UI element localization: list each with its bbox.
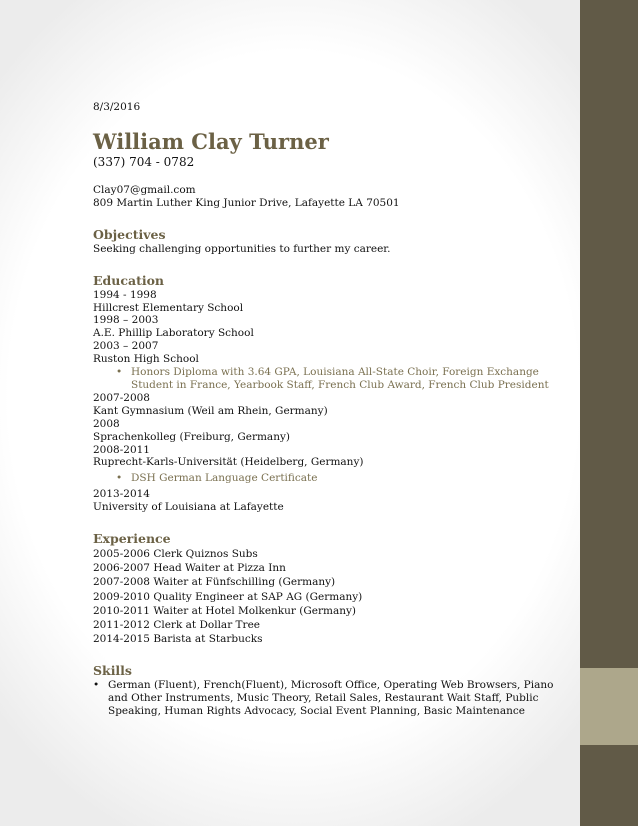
skills-heading: Skills — [93, 663, 132, 679]
education-line: Hillcrest Elementary School — [93, 301, 244, 314]
education-line: A.E. Phillip Laboratory School — [93, 327, 254, 340]
experience-item: 2007-2008 Waiter at Fünfschilling (Germany) — [93, 576, 336, 589]
education-line: 1998 – 2003 — [93, 314, 159, 327]
bullet-icon: • — [116, 366, 123, 379]
education-line: Kant Gymnasium (Weil am Rhein, Germany) — [93, 404, 328, 417]
resume-address: 809 Martin Luther King Junior Drive, Lafayette LA 70501 — [93, 196, 400, 209]
education-line: 2013-2014 — [93, 488, 150, 501]
education-list — [93, 289, 563, 514]
resume-phone: (337) 704 - 0782 — [93, 154, 195, 169]
experience-item: 2006-2007 Head Waiter at Pizza Inn — [93, 562, 286, 575]
education-bullet-item — [93, 366, 563, 392]
bullet-icon: • — [93, 679, 100, 692]
resume-name: William Clay Turner — [93, 128, 329, 154]
education-bullet-text: Honors Diploma with 3.64 GPA, Louisiana All-State Choir, Foreign Exchange Student in France, Yearbook Staff, French Club Award, French Club President — [131, 366, 549, 391]
experience-item: 2010-2011 Waiter at Hotel Molkenkur (Germany) — [93, 604, 357, 617]
education-line: Ruston High School — [93, 353, 199, 366]
education-line: 2008 — [93, 417, 120, 430]
education-heading: Education — [93, 272, 165, 288]
education-line: 1994 - 1998 — [93, 288, 157, 301]
resume-email: Clay07@gmail.com — [93, 183, 196, 196]
decorative-sidebar-accent — [580, 668, 638, 745]
education-bullet-item — [93, 472, 563, 485]
experience-item: 2011-2012 Clerk at Dollar Tree — [93, 619, 260, 632]
resume-page — [93, 101, 563, 718]
bullet-icon: • — [116, 472, 123, 485]
education-line: University of Louisiana at Lafayette — [93, 501, 284, 514]
experience-item: 2005-2006 Clerk Quiznos Subs — [93, 548, 258, 561]
resume-date: 8/3/2016 — [93, 101, 141, 113]
experience-item: 2014-2015 Barista at Starbucks — [93, 633, 263, 646]
skills-bullet-item — [93, 679, 563, 718]
education-line: 2007-2008 — [93, 391, 150, 404]
education-line: Ruprecht-Karls-Universität (Heidelberg, Germany) — [93, 456, 364, 469]
education-line: Sprachenkolleg (Freiburg, Germany) — [93, 430, 290, 443]
education-bullet-text: DSH German Language Certificate — [131, 472, 318, 485]
experience-heading: Experience — [93, 531, 171, 547]
objectives-text: Seeking challenging opportunities to further my career. — [93, 242, 391, 255]
education-line: 2003 – 2007 — [93, 340, 159, 353]
objectives-heading: Objectives — [93, 226, 166, 242]
skills-text: German (Fluent), French(Fluent), Microsoft Office, Operating Web Browsers, Piano and Other Instruments, Music Theory, Retail Sales, Restaurant Wait Staff, Public Speaking, Human Rights Advocacy, Social Event Planning, Basic Maintenance — [108, 679, 554, 718]
experience-item: 2009-2010 Quality Engineer at SAP AG (Germany) — [93, 590, 363, 603]
education-line: 2008-2011 — [93, 443, 150, 456]
experience-list — [93, 547, 563, 646]
